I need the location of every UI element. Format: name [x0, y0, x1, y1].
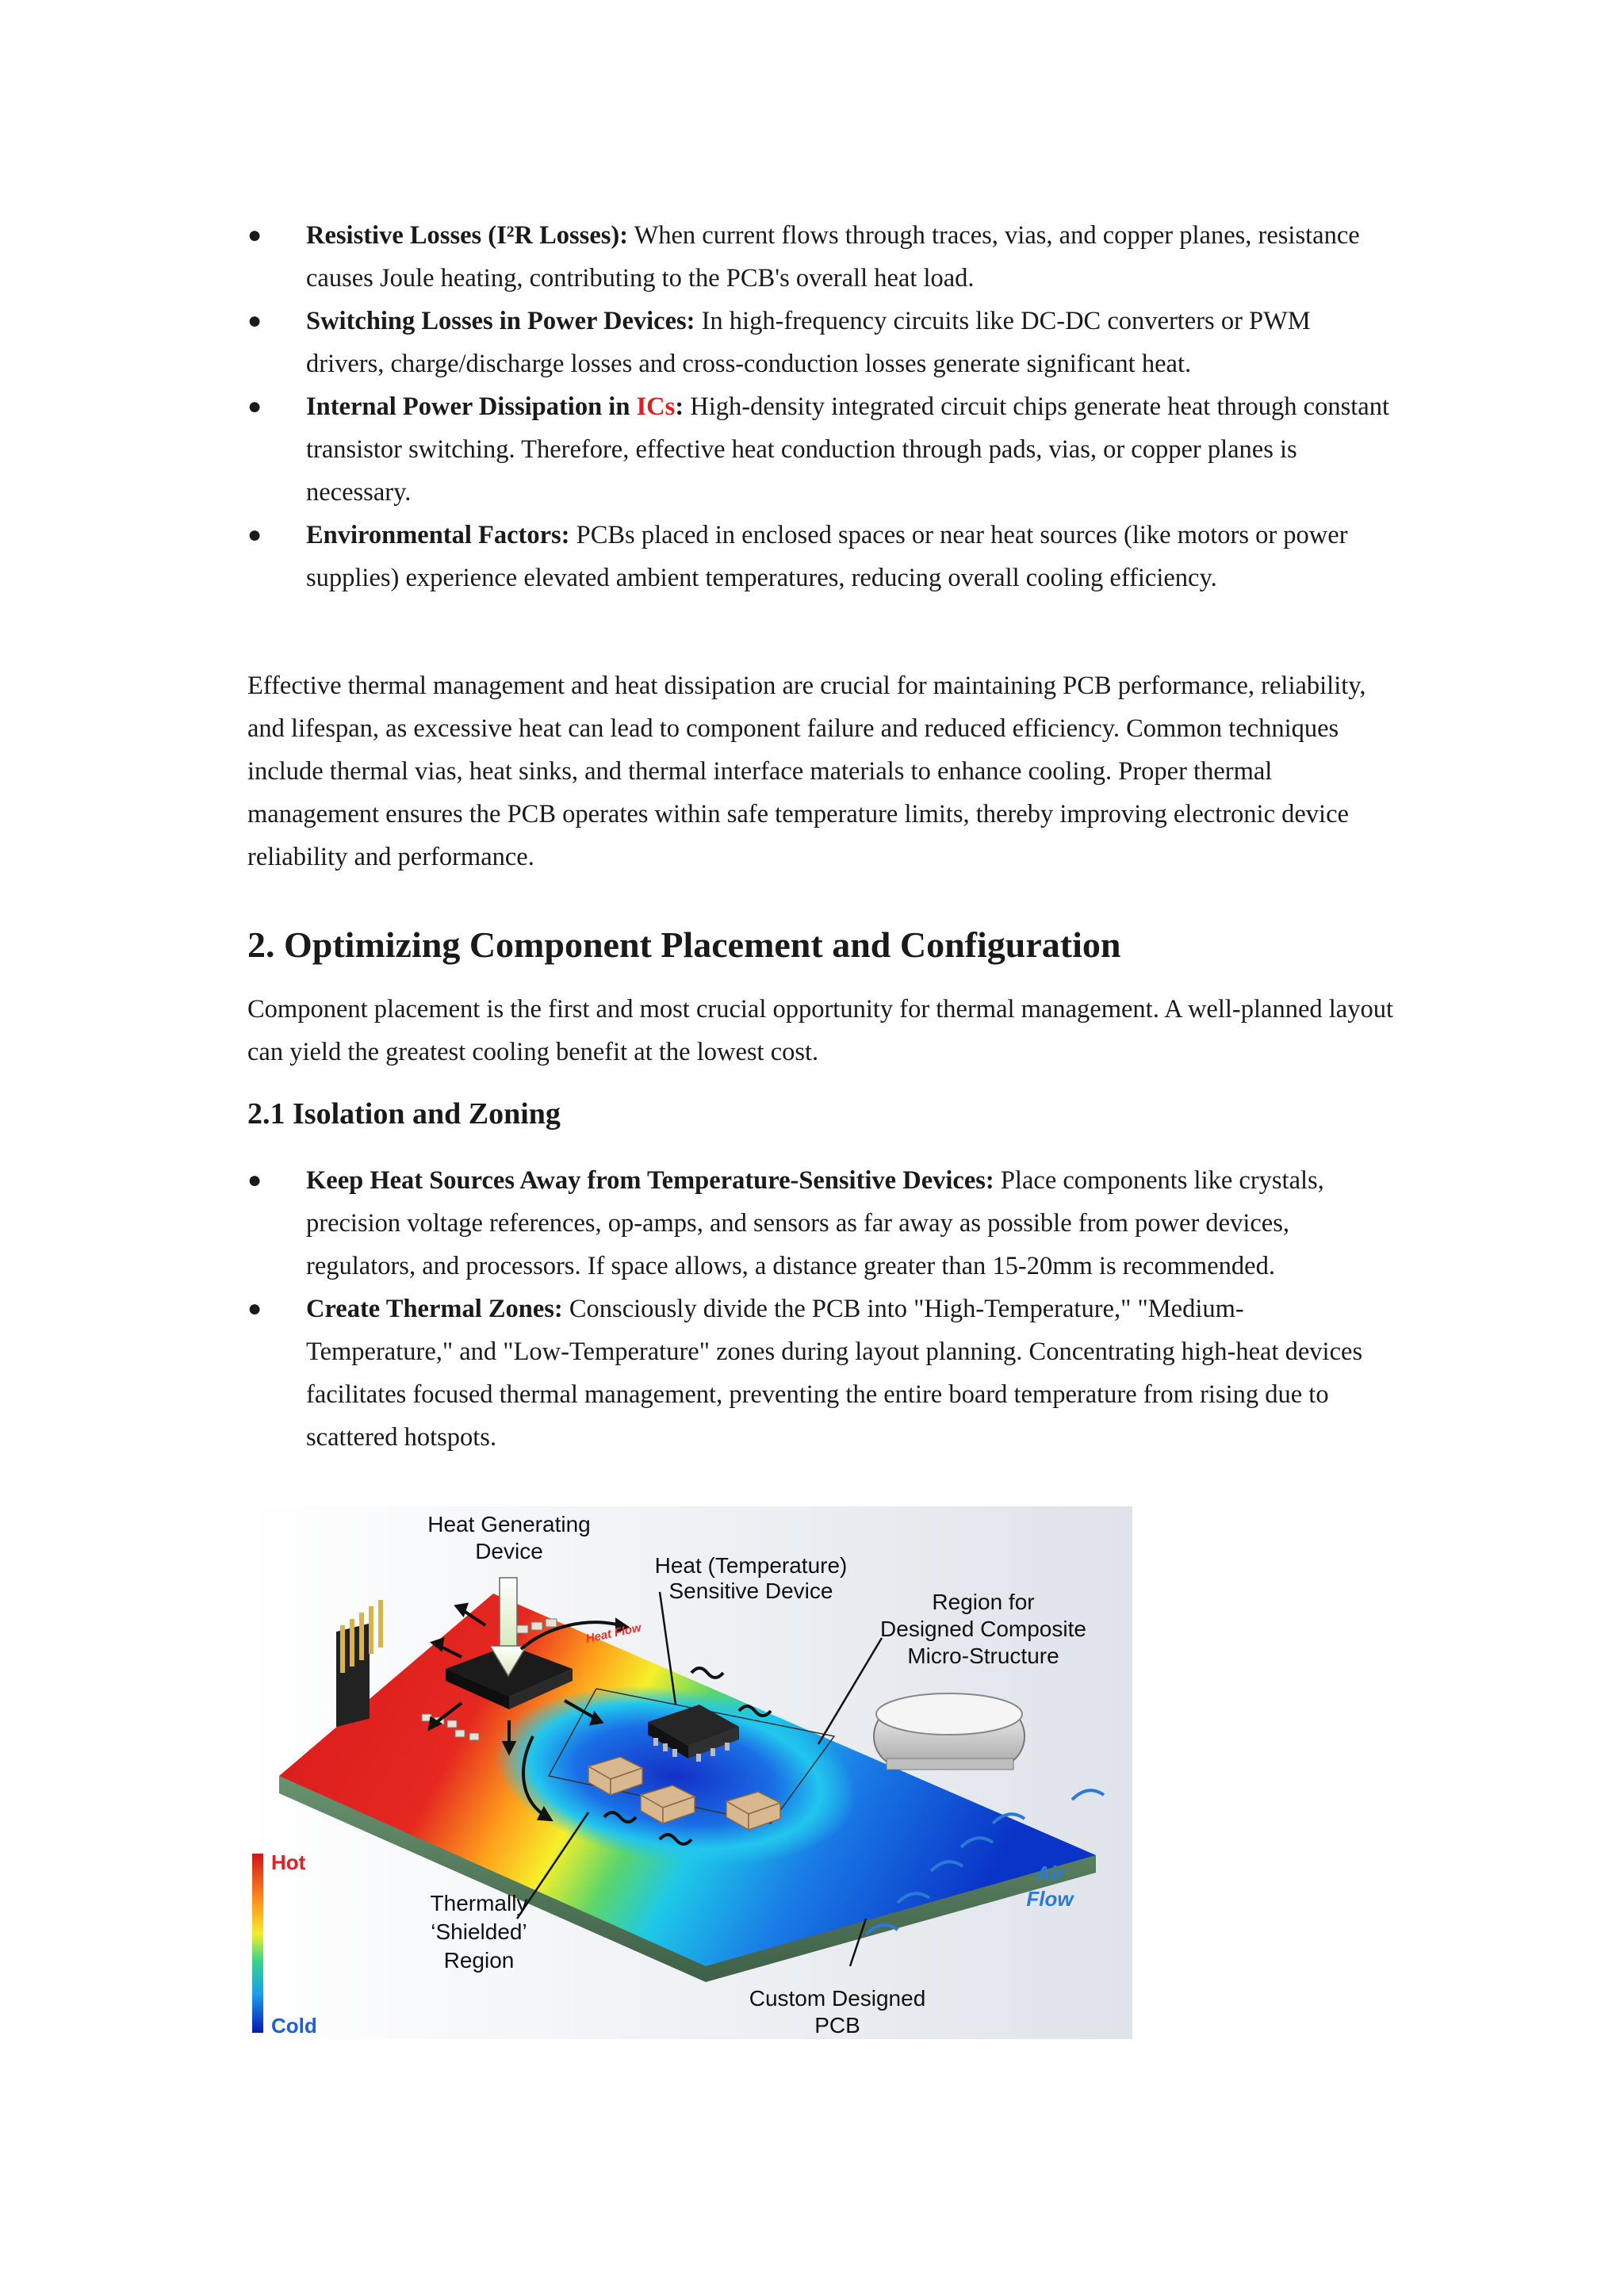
bullet-icon: ● [247, 522, 262, 548]
bullet-text: High-density integrated circuit chips generate heat through constant transistor switching. Therefore, effective heat conduction through pads, vias, or copper planes is necessary. [306, 392, 1389, 507]
list-item [247, 1159, 1389, 1288]
section-heading: 2. Optimizing Component Placement and Configuration [247, 924, 1121, 965]
list-item [247, 300, 1389, 385]
label-shield-3: Region [443, 1948, 515, 1973]
label-shield-1: Thermally [430, 1891, 528, 1915]
label-sensitive-1: Heat (Temperature) [654, 1553, 848, 1578]
zoning-list [247, 1159, 1389, 1459]
label-pcb-1: Custom Designed [749, 1986, 926, 2011]
bullet-text: PCBs placed in enclosed spaces or near heat sources (like motors or power supplies) experience elevated ambient temperatures, reducing overall cooling efficiency. [306, 521, 1348, 592]
intro-paragraph: Effective thermal management and heat dissipation are crucial for maintaining PCB performance, reliability, and lifespan, as excessive heat can lead to component failure and reduced efficiency. Common techniques include thermal vias, heat sinks, and thermal interface materials to enhance cooling. Proper thermal management ensures the PCB operates within safe temperature limits, thereby improving electronic device reliability and performance. [247, 672, 1366, 871]
bullet-lead: Create Thermal Zones: [306, 1295, 563, 1323]
pcb-thermal-illustration [247, 1506, 1132, 2039]
label-region-3: Micro-Structure [907, 1644, 1059, 1668]
label-pcb-2: PCB [814, 2013, 860, 2038]
bullet-text: Place components like crystals, precision voltage references, op-amps, and sensors as far away as possible from power devices, regulators, and processors. If space allows, a distance greater than 15-20mm is recommended. [306, 1166, 1324, 1280]
temperature-scale-bar [252, 1854, 263, 2033]
bullet-icon: ● [247, 1167, 262, 1193]
label-air-1: Air [1035, 1862, 1065, 1885]
bullet-icon: ● [247, 222, 262, 248]
subsection-heading: 2.1 Isolation and Zoning [247, 1097, 561, 1131]
label-region-2: Designed Composite [880, 1617, 1086, 1641]
label-heat-device-2: Device [475, 1539, 543, 1563]
label-heat-flow: Heat Flow [584, 1621, 643, 1646]
pcb-thermal-figure [247, 1506, 1132, 2039]
bullet-lead: Switching Losses in Power Devices: [306, 307, 695, 335]
label-heat-device-1: Heat Generating [427, 1512, 591, 1536]
heat-sources-list [247, 214, 1389, 599]
label-cold: Cold [271, 2014, 317, 2038]
section-paragraph: Component placement is the first and most crucial opportunity for thermal management. A well-planned layout can yield the greatest cooling benefit at the lowest cost. [247, 995, 1393, 1066]
bullet-icon: ● [247, 308, 262, 334]
bullet-text: In high-frequency circuits like DC-DC converters or PWM drivers, charge/discharge losses and cross-conduction losses generate significant heat. [306, 307, 1311, 378]
list-item [247, 1288, 1389, 1459]
bullet-lead: Internal Power Dissipation in [306, 392, 637, 421]
label-sensitive-2: Sensitive Device [668, 1578, 833, 1603]
bullet-icon: ● [247, 393, 262, 419]
label-region-1: Region for [932, 1590, 1035, 1614]
ics-link[interactable]: ICs [636, 392, 676, 421]
list-item [247, 385, 1389, 514]
bullet-text: Consciously divide the PCB into "High-Temperature," "Medium-Temperature," and "Low-Temperature" zones during layout planning. Concentrating high-heat devices facilitates focused thermal management, preventing the entire board temperature from rising due to scattered hotspots. [306, 1295, 1363, 1452]
bullet-lead: Keep Heat Sources Away from Temperature-Sensitive Devices: [306, 1166, 994, 1195]
bullet-icon: ● [247, 1295, 262, 1322]
list-item [247, 514, 1389, 599]
label-hot: Hot [271, 1850, 306, 1874]
bullet-lead: Resistive Losses (I²R Losses): [306, 221, 629, 250]
label-shield-2: ‘Shielded’ [431, 1919, 527, 1944]
bullet-text: When current flows through traces, vias, and copper planes, resistance causes Joule heating, contributing to the PCB's overall heat load. [306, 221, 1360, 293]
label-air-2: Flow [1026, 1887, 1074, 1911]
bullet-lead-colon: : [675, 392, 684, 421]
crystal-can [874, 1693, 1025, 1770]
list-item [247, 214, 1389, 300]
bullet-lead: Environmental Factors: [306, 521, 570, 549]
